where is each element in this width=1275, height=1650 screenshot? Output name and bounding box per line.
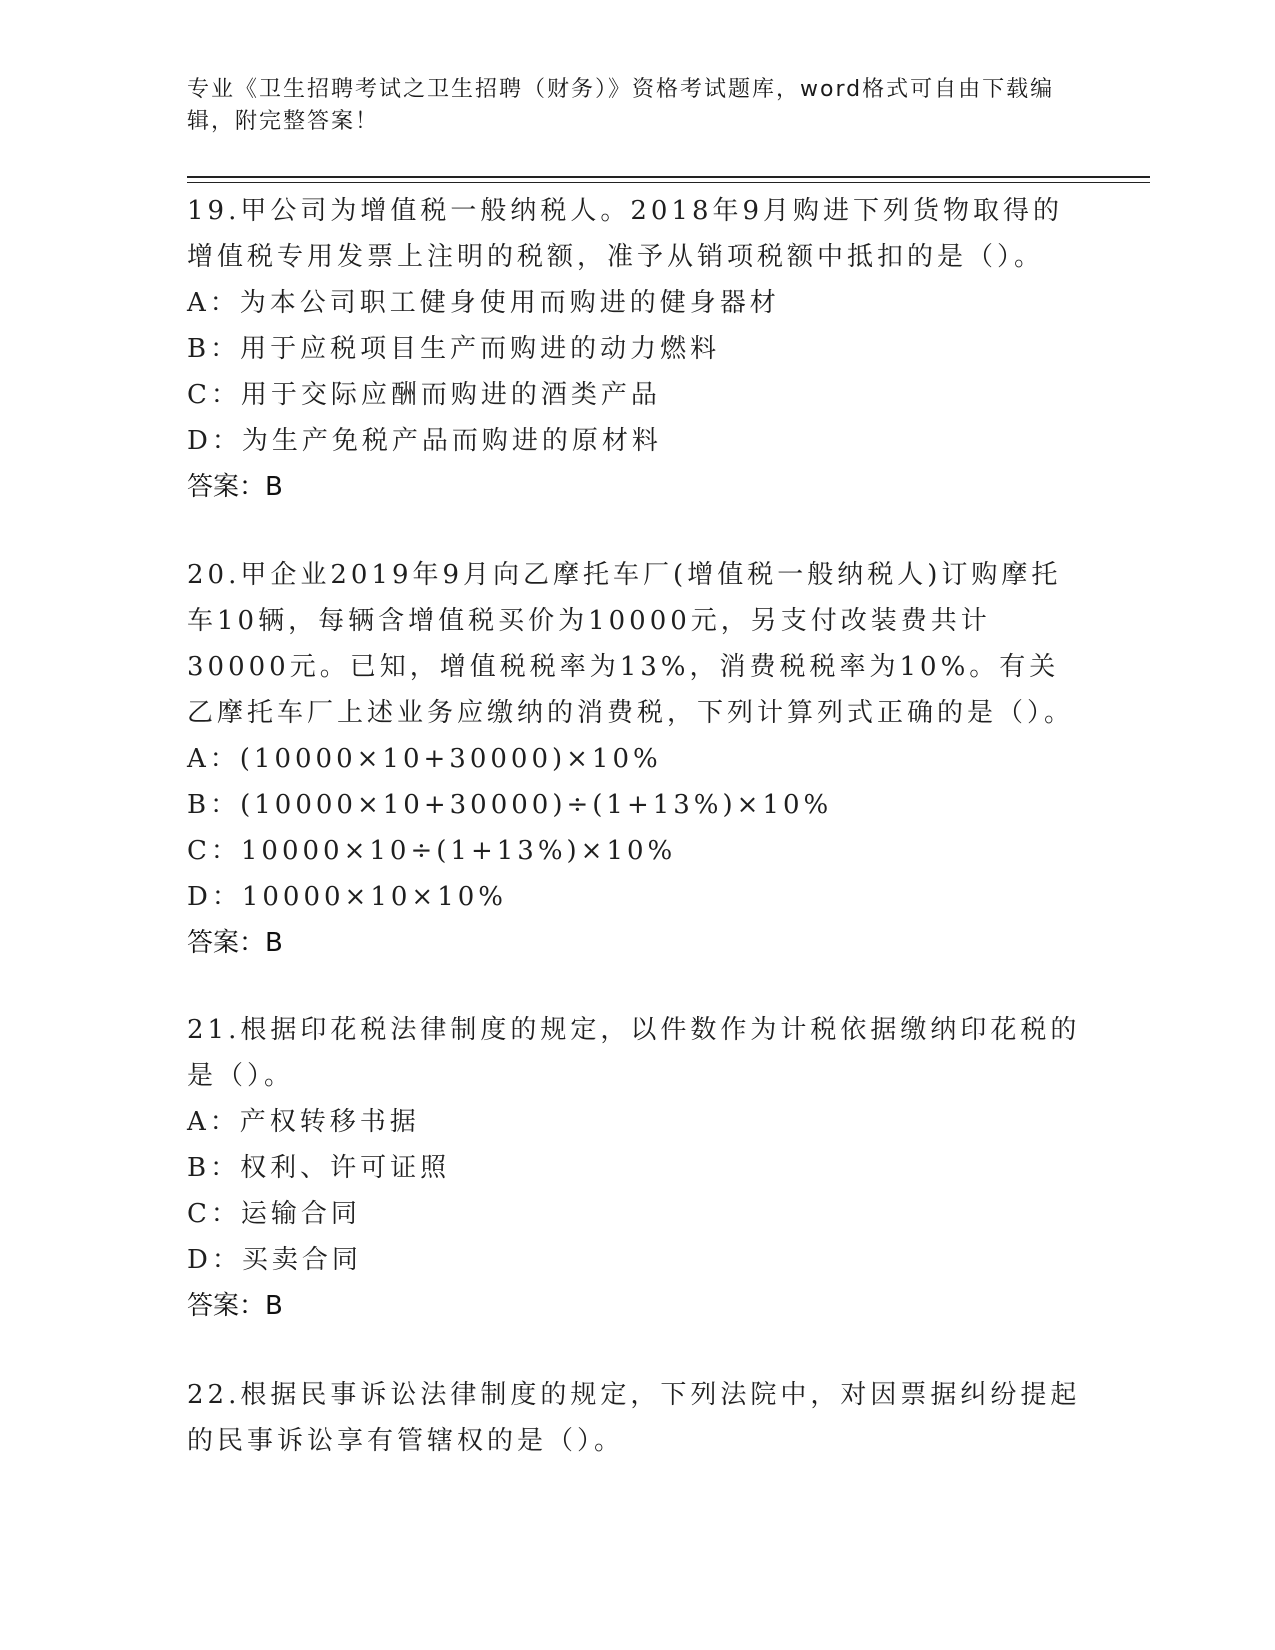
document-intro: 专业《卫生招聘考试之卫生招聘（财务）》资格考试题库，word格式可自由下载编辑，附完整答案！ xyxy=(187,77,1055,134)
question-20 xyxy=(187,552,1087,966)
header-rule-thin xyxy=(187,182,1150,183)
option-d: D：10000×10×10% xyxy=(187,882,507,912)
option-c: C：10000×10÷(1+13%)×10% xyxy=(187,836,677,866)
answer-line: 答案：B xyxy=(187,1291,283,1321)
option-d: D：买卖合同 xyxy=(187,1245,362,1275)
answer-line: 答案：B xyxy=(187,472,283,502)
option-b: B：(10000×10+30000)÷(1+13%)×10% xyxy=(187,790,833,820)
option-a: A：产权转移书据 xyxy=(187,1107,420,1137)
question-stem: 22.根据民事诉讼法律制度的规定，下列法院中，对因票据纠纷提起的民事诉讼享有管辖权的是（）。 xyxy=(187,1380,1081,1456)
option-b: B：权利、许可证照 xyxy=(187,1153,451,1183)
question-22 xyxy=(187,1372,1087,1464)
question-stem: 19.甲公司为增值税一般纳税人。2018年9月购进下列货物取得的增值税专用发票上注明的税额，准予从销项税额中抵扣的是（）。 xyxy=(187,196,1064,272)
question-21 xyxy=(187,1007,1087,1329)
question-stem: 21.根据印花税法律制度的规定，以件数作为计税依据缴纳印花税的是（）。 xyxy=(187,1015,1081,1091)
header-rule-thick xyxy=(187,176,1150,178)
option-d: D：为生产免税产品而购进的原材料 xyxy=(187,426,662,456)
option-c: C：运输合同 xyxy=(187,1199,361,1229)
question-stem: 20.甲企业2019年9月向乙摩托车厂(增值税一般纳税人)订购摩托车10辆，每辆含增值税买价为10000元，另支付改装费共计30000元。已知，增值税税率为13%，消费税税率为10%。有关乙摩托车厂上述业务应缴纳的消费税，下列计算列式正确的是（）。 xyxy=(187,560,1075,728)
answer-line: 答案：B xyxy=(187,928,283,958)
question-19 xyxy=(187,188,1087,510)
option-a: A：(10000×10+30000)×10% xyxy=(187,744,662,774)
option-c: C：用于交际应酬而购进的酒类产品 xyxy=(187,380,661,410)
option-a: A：为本公司职工健身使用而购进的健身器材 xyxy=(187,288,780,318)
option-b: B：用于应税项目生产而购进的动力燃料 xyxy=(187,334,721,364)
